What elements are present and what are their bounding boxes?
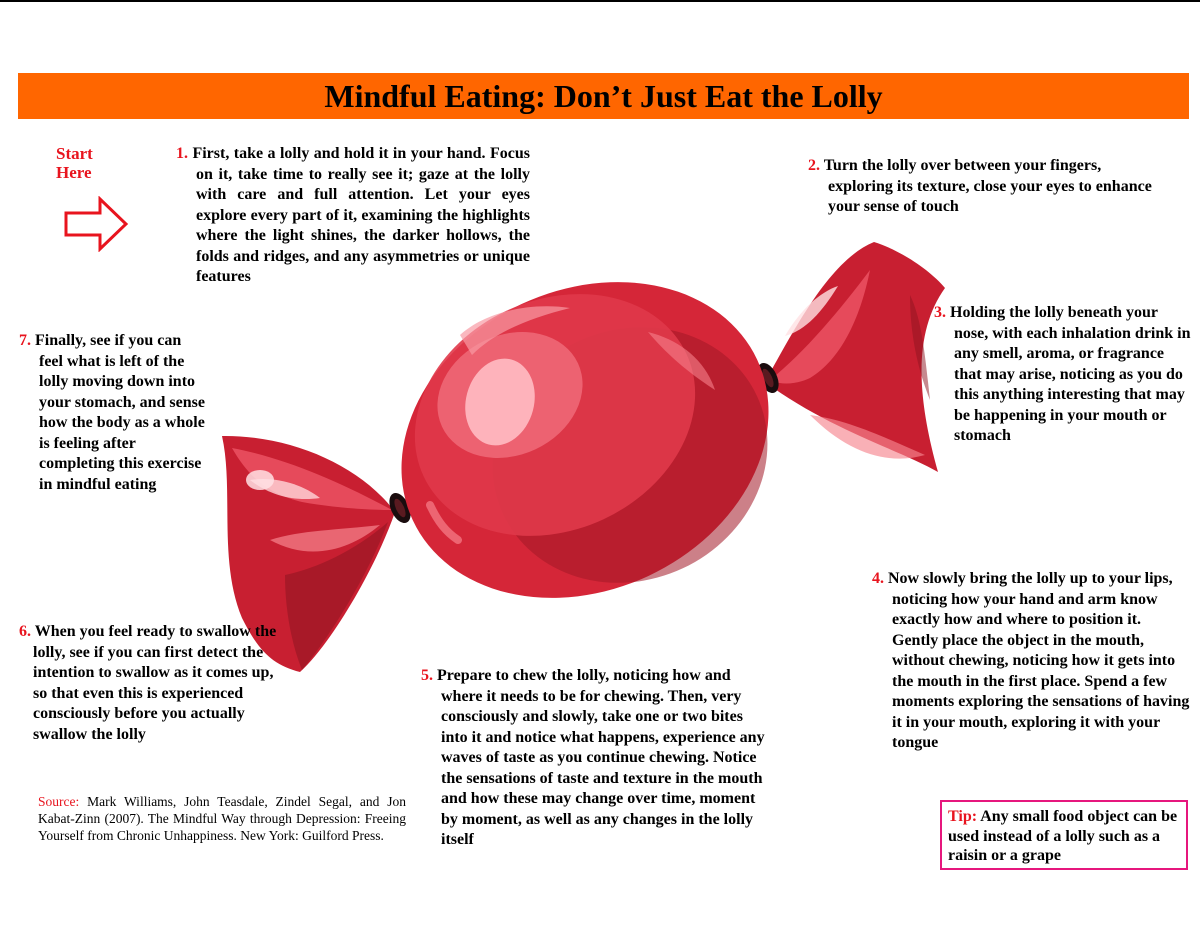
right-wrapper-icon [765, 242, 945, 472]
step-2 [808, 156, 1158, 218]
source-text: Mark Williams, John Teasdale, Zindel Segal, and Jon Kabat-Zinn (2007). The Mindful Way through Depression: Freeing Yourself from Chronic Unhappiness. New York: Guilford Press. [38, 794, 407, 843]
source-label: Source: [38, 794, 80, 809]
start-here-label: Start Here [56, 144, 93, 182]
step-7 [19, 331, 207, 495]
step-3 [934, 303, 1192, 447]
step-1-text: First, take a lolly and hold it in your hand. Focus on it, take time to really see it; gaze at the lolly with care and full attention. Let your eyes explore every part of it, examining the highlights where the light shines, the darker hollows, the folds and ridges, and any asymmetries or unique features [192, 145, 531, 285]
tip-box [940, 800, 1188, 870]
step-6-text: When you feel ready to swallow the lolly, see if you can first detect the intention to swallow as it comes up, so that even this is experienced consciously before you actually swallow the lolly [33, 623, 277, 743]
step-7-number: 7. [19, 332, 31, 349]
step-3-number: 3. [934, 304, 946, 321]
top-border-line [0, 0, 1200, 2]
lolly-body-icon [349, 240, 820, 656]
step-6 [19, 622, 287, 745]
right-arrow-outline-icon [64, 196, 130, 252]
step-4-number: 4. [872, 570, 884, 587]
step-2-text: Turn the lolly over between your fingers, exploring its texture, close your eyes to enhance your sense of touch [823, 157, 1152, 215]
step-5-text: Prepare to chew the lolly, noticing how and where it needs to be for chewing. Then, very consciously and slowly, take one or two bites into it and notice what happens, experience any waves of taste as you continue chewing. Notice the sensations of taste and texture in the mouth and how these may change over time, moment by moment, as well as any changes in the lolly itself [437, 667, 765, 848]
step-5 [421, 666, 773, 851]
page-title: Mindful Eating: Don’t Just Eat the Lolly [324, 78, 883, 114]
step-5-number: 5. [421, 667, 433, 684]
tip-label: Tip: [948, 808, 978, 825]
step-1 [176, 144, 530, 288]
step-6-number: 6. [19, 623, 31, 640]
step-3-text: Holding the lolly beneath your nose, with each inhalation drink in any smell, aroma, or fragrance that may arise, noticing as you do this anything interesting that may be happening in your mouth or stomach [950, 304, 1191, 444]
step-4 [872, 569, 1190, 754]
step-1-number: 1. [176, 145, 188, 162]
step-4-text: Now slowly bring the lolly up to your lips, noticing how your hand and arm know exactly how and where to position it. Gently place the object in the mouth, without chewing, noticing how it gets into the mouth in the first place. Spend a few moments exploring the sensations of having it in your mouth, exploring it with your tongue [888, 570, 1190, 751]
step-7-text: Finally, see if you can feel what is left of the lolly moving down into your stomach, and sense how the body as a whole is feeling after completing this exercise in mindful eating [35, 332, 205, 493]
source-citation [38, 793, 406, 844]
step-2-number: 2. [808, 157, 820, 174]
title-banner [18, 73, 1189, 119]
tip-text: Any small food object can be used instead of a lolly such as a raisin or a grape [948, 808, 1178, 864]
lolly-illustration [210, 240, 950, 710]
